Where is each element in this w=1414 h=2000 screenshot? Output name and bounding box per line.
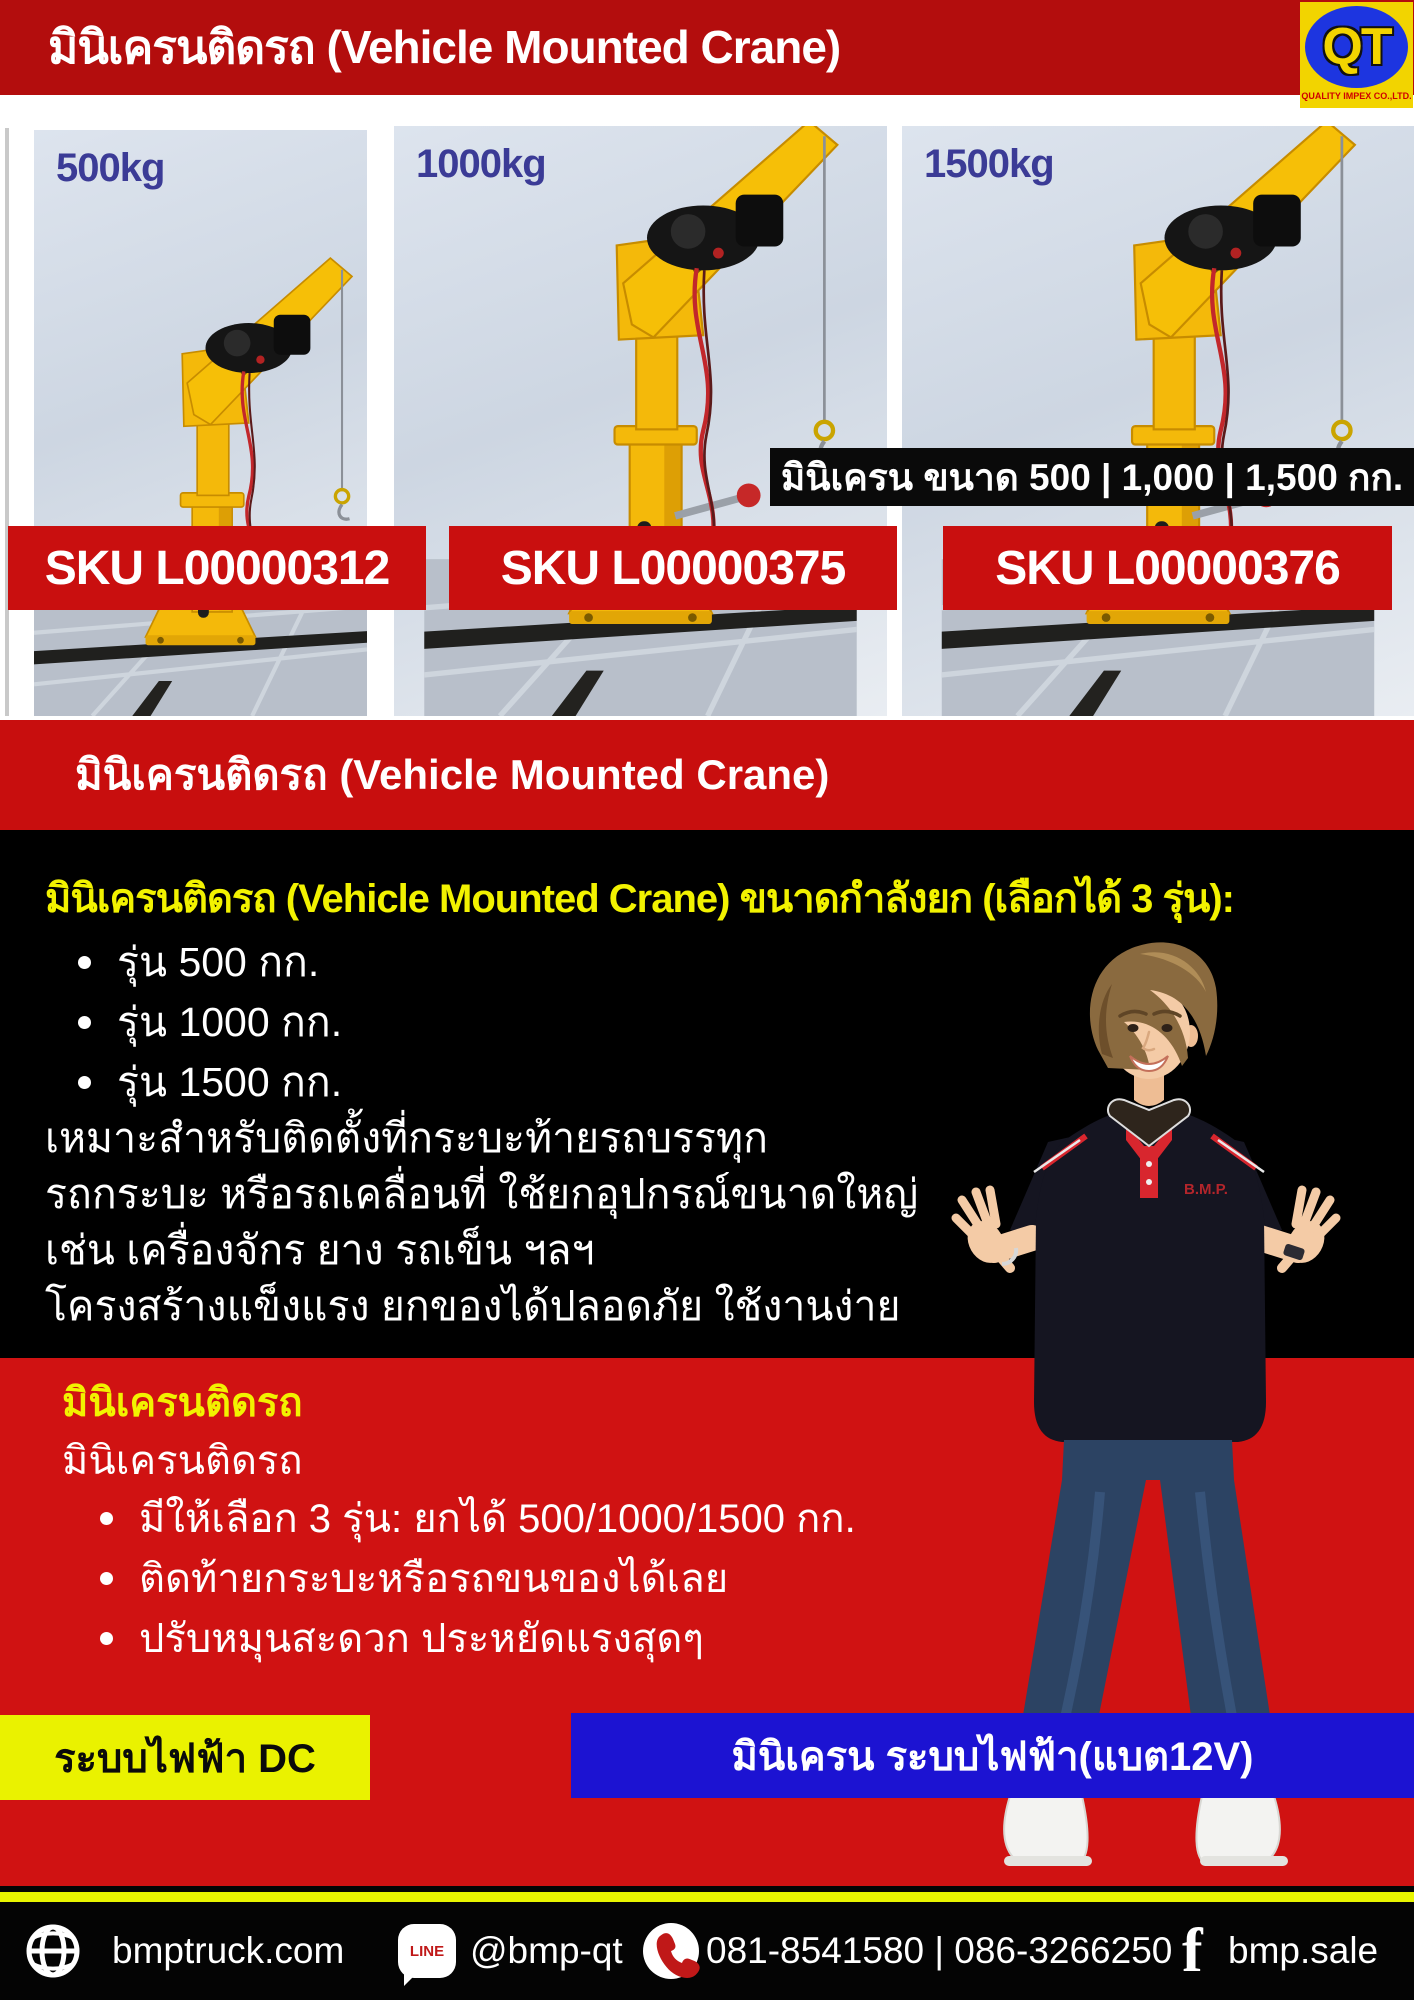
footer-website-link[interactable]: bmptruck.com [112,1930,345,1971]
qt-company-logo [1300,2,1413,108]
facebook-f-glyph: f [1182,1916,1203,1985]
feature-bullet-text: มีให้เลือก 3 รุ่น: ยกได้ 500/1000/1500 กก. [139,1497,856,1541]
footer-phone-link[interactable]: 081-8541580 | 086-3266250 [706,1930,1173,1971]
bullet-dot [100,1512,113,1525]
footer-line-id-link[interactable]: @bmp-qt [470,1930,623,1971]
bullet-dot [78,1016,91,1029]
spec-description-line: โครงสร้างแข็งแรง ยกของได้ปลอดภัย ใช้งานง่าย [45,1283,901,1329]
header-bar [0,0,1414,95]
spec-bullet-text: รุ่น 1000 กก. [117,999,343,1045]
bullet-dot [100,1632,113,1645]
sku-badge-3: SKU L00000376 [943,526,1392,610]
section-title-banner: มินิเครนติดรถ (Vehicle Mounted Crane) [0,720,1414,830]
specs-heading: มินิเครนติดรถ (Vehicle Mounted Crane) ขนาดกำลังยก (เลือกได้ 3 รุ่น): [45,877,1234,921]
spec-bullet-item [78,930,319,995]
spec-bullet-item [78,990,342,1055]
footer-bar [0,1902,1414,2000]
feature-bullet-text: ติดท้ายกระบะหรือรถขนของได้เลย [139,1557,729,1601]
product-photo-500kg [34,130,367,716]
bullet-dot [78,956,91,969]
left-edge-line [5,128,9,716]
product-photo-1500kg [902,126,1414,716]
spec-bullet-text: รุ่น 500 กก. [117,939,320,985]
qt-logo-monogram: QT [1322,18,1391,76]
dc-power-badge: ระบบไฟฟ้า DC [0,1715,370,1800]
capacity-label: 1000kg [416,142,546,186]
features-subheading: มินิเครนติดรถ [62,1439,303,1483]
crane-illustration [902,126,1414,716]
spec-description-line: เช่น เครื่องจักร ยาง รถเข็น ฯลฯ [45,1227,595,1273]
phone-icon [642,1902,700,2000]
spec-description-line: เหมาะสำหรับติดตั้งที่กระบะท้ายรถบรรทุก [45,1115,768,1161]
battery-system-badge: มินิเครน ระบบไฟฟ้า(แบต12V) [571,1713,1414,1798]
facebook-icon [1182,1902,1203,2000]
capacity-label: 500kg [56,146,165,190]
accent-stripe [0,1892,1414,1902]
features-heading: มินิเครนติดรถ [62,1381,303,1425]
spec-description-line: รถกระบะ หรือรถเคลื่อนที่ ใช้ยกอุปกรณ์ขนาดใหญ่ [45,1171,919,1217]
sku-badge-2: SKU L00000375 [449,526,897,610]
feature-bullet-text: ปรับหมุนสะดวก ประหยัดแรงสุดๆ [139,1617,704,1661]
bullet-dot [78,1076,91,1089]
size-banner: มินิเครน ขนาด 500 | 1,000 | 1,500 กก. [770,448,1414,506]
product-photo-1000kg [394,126,887,716]
globe-icon [25,1902,81,2000]
footer-facebook-link[interactable]: bmp.sale [1228,1930,1379,1971]
capacity-label: 1500kg [924,142,1054,186]
page-title: มินิเครนติดรถ (Vehicle Mounted Crane) [48,21,841,73]
feature-bullet-item [100,1606,704,1670]
qt-company-name: QUALITY IMPEX CO.,LTD. [1301,91,1412,101]
bullet-dot [100,1572,113,1585]
feature-bullet-item [100,1546,728,1610]
spec-bullet-text: รุ่น 1500 กก. [117,1059,343,1105]
sku-badge-1: SKU L00000312 [8,526,426,610]
feature-bullet-item [100,1486,856,1550]
crane-illustration [34,130,367,716]
line-app-icon [398,1902,456,2000]
qt-logo-oval [1305,6,1408,88]
line-icon-word: LINE [409,1942,445,1960]
shirt-logo-text: B.M.P. [1184,1181,1228,1198]
crane-illustration [394,126,887,716]
